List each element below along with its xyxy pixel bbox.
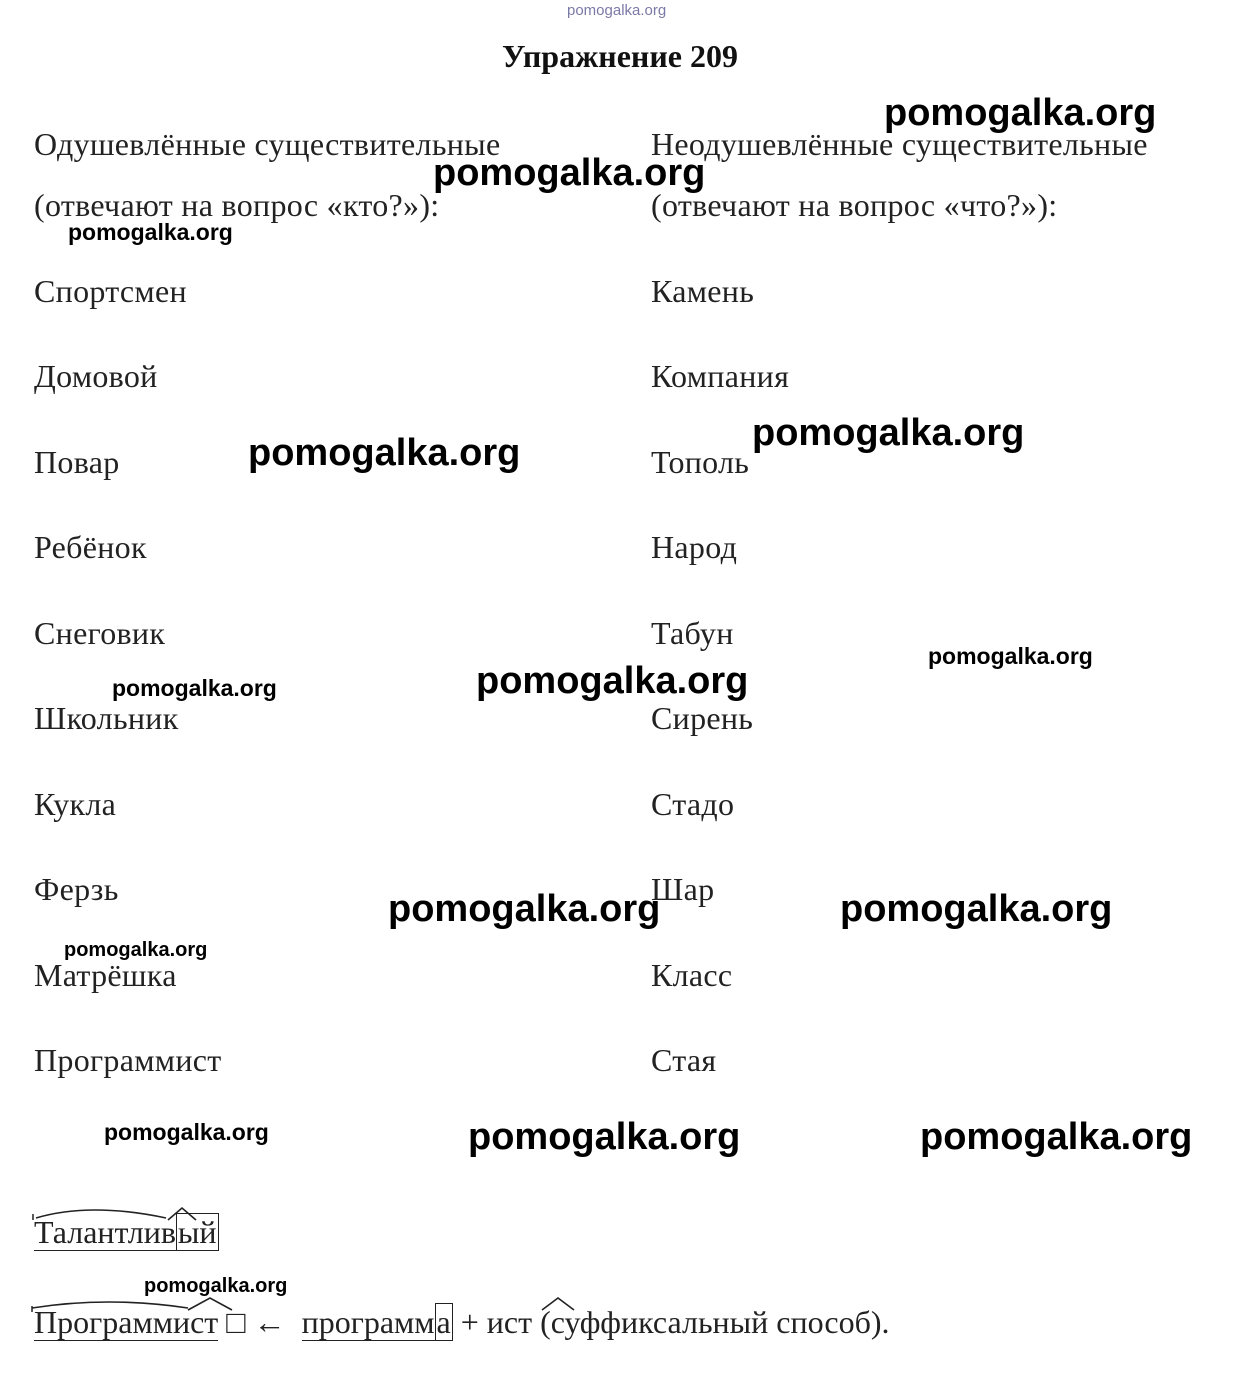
- watermark: pomogalka.org: [752, 412, 1025, 454]
- suffix-mark-ist: [542, 1298, 574, 1310]
- right-item: Табун: [651, 615, 734, 651]
- plus-sign: +: [460, 1304, 479, 1340]
- stem-underline: Программист: [34, 1304, 219, 1340]
- morpheme-marks-word1: [30, 1200, 250, 1226]
- left-item: Кукла: [34, 786, 117, 822]
- right-item: Класс: [651, 957, 733, 993]
- watermark: pomogalka.org: [884, 92, 1157, 134]
- watermark: pomogalka.org: [68, 219, 233, 245]
- watermark: pomogalka.org: [928, 643, 1093, 669]
- left-item: Снеговик: [34, 615, 166, 651]
- right-item: Камень: [651, 273, 755, 309]
- base-ending-box: а: [436, 1304, 451, 1340]
- root-arc: [36, 1210, 166, 1218]
- stem-underline: Талантлив: [34, 1214, 176, 1250]
- watermark: pomogalka.org: [388, 888, 661, 930]
- derivation-arrow: ←: [253, 1304, 286, 1340]
- watermark: pomogalka.org: [433, 152, 706, 194]
- method-text: (суффиксальный способ).: [540, 1304, 890, 1340]
- suffix-text: ист: [486, 1304, 533, 1340]
- left-item: Ферзь: [34, 871, 119, 907]
- right-item: Стая: [651, 1042, 717, 1078]
- empty-ending-box: □: [226, 1304, 246, 1340]
- left-item: Матрёшка: [34, 957, 177, 993]
- right-item: Народ: [651, 529, 738, 565]
- left-heading-line2: (отвечают на вопрос «кто?»):: [34, 187, 440, 223]
- watermark: pomogalka.org: [112, 675, 277, 701]
- watermark: pomogalka.org: [248, 432, 521, 474]
- right-heading-line1: Неодушевлённые существительные: [651, 126, 1148, 162]
- watermark: pomogalka.org: [468, 1116, 741, 1158]
- left-item: Спортсмен: [34, 273, 187, 309]
- right-heading-line2: (отвечают на вопрос «что?»):: [651, 187, 1058, 223]
- page-title: Упражнение 209: [501, 38, 738, 74]
- watermark-top: pomogalka.org: [567, 2, 667, 19]
- watermark: pomogalka.org: [840, 888, 1113, 930]
- right-item: Сирень: [651, 700, 754, 736]
- left-item: Школьник: [34, 700, 179, 736]
- watermark: pomogalka.org: [64, 939, 208, 961]
- suffix-mark: [188, 1298, 232, 1310]
- right-item: Шар: [651, 871, 715, 907]
- watermark: pomogalka.org: [476, 660, 749, 702]
- watermark: pomogalka.org: [104, 1119, 269, 1145]
- left-heading-line1: Одушевлённые существительные: [34, 126, 501, 162]
- ending-box: ый: [177, 1214, 217, 1250]
- left-item: Домовой: [34, 358, 158, 394]
- morpheme-marks-word2: [28, 1292, 608, 1316]
- base-stem: программ: [301, 1304, 435, 1340]
- watermark: pomogalka.org: [144, 1275, 288, 1297]
- right-item: Стадо: [651, 786, 735, 822]
- suffix-mark: [168, 1208, 196, 1220]
- left-item: Ребёнок: [34, 529, 147, 565]
- left-item: Программист: [34, 1042, 222, 1078]
- right-item: Тополь: [651, 444, 750, 480]
- watermark: pomogalka.org: [920, 1116, 1193, 1158]
- root-arc: [32, 1302, 188, 1308]
- left-item: Повар: [34, 444, 120, 480]
- right-item: Компания: [651, 358, 790, 394]
